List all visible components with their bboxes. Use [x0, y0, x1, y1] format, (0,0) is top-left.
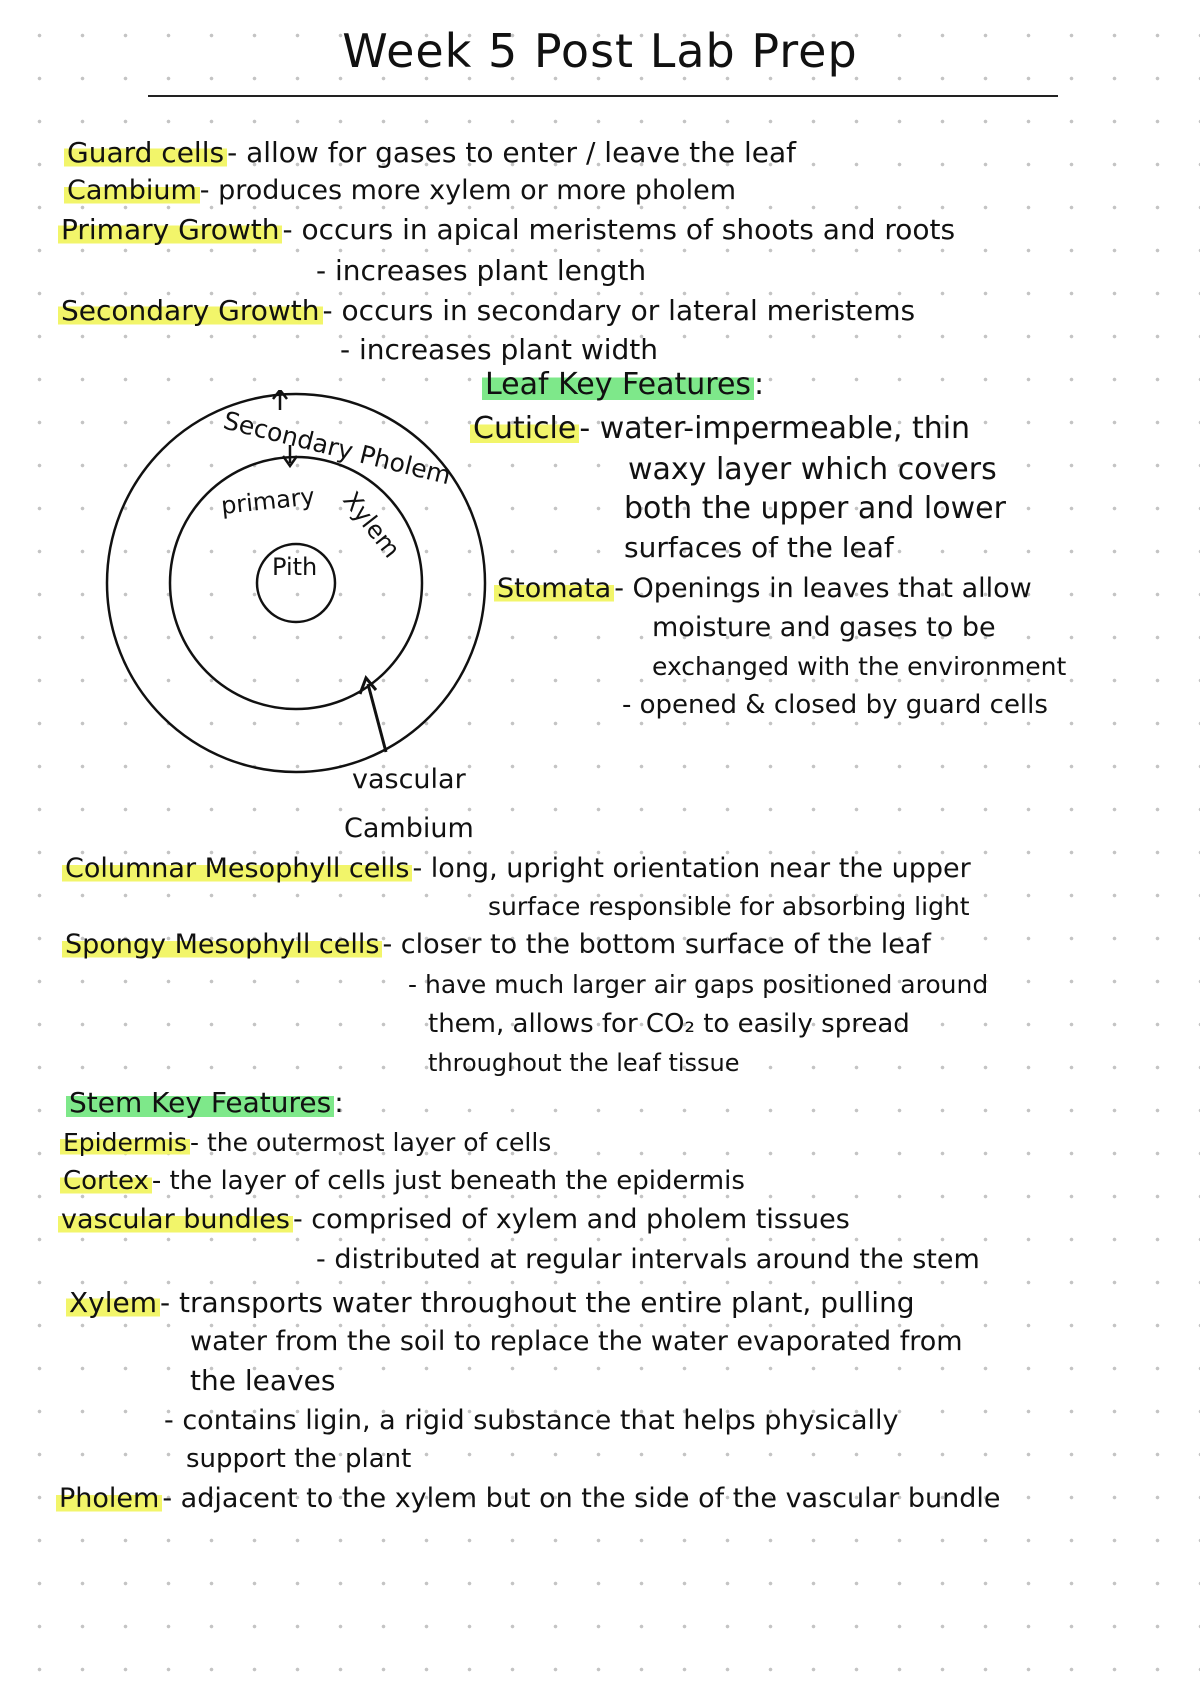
vascular-bundles-def-2: - distributed at regular intervals around the stem — [316, 1244, 980, 1275]
spongy-mesophyll-def-2: - have much larger air gaps positioned around — [408, 970, 989, 999]
primary-growth-term: Primary Growth — [58, 213, 282, 246]
epidermis-line — [60, 1126, 551, 1160]
cambium-line — [64, 174, 736, 208]
stem-cross-section-diagram — [100, 390, 570, 910]
guard-cells-def: - allow for gases to enter / leave the leaf — [227, 136, 797, 169]
primary-growth-line — [58, 213, 955, 247]
stomata-def-2: moisture and gases to be — [652, 612, 996, 643]
spongy-mesophyll-def-4: throughout the leaf tissue — [428, 1049, 740, 1077]
spongy-mesophyll-line — [62, 928, 931, 962]
xylem-label: Xylem — [337, 486, 406, 564]
cuticle-def-2: waxy layer which covers — [628, 452, 997, 487]
columnar-mesophyll-def-2: surface responsible for absorbing light — [488, 892, 970, 921]
pholem-term: Pholem — [56, 1483, 162, 1514]
stem-diagram-svg — [100, 390, 570, 910]
xylem-def-1: - transports water throughout the entire plant, pulling — [160, 1286, 915, 1319]
stem-heading-colon: : — [334, 1086, 344, 1119]
vascular-bundles-line — [58, 1203, 850, 1237]
cortex-line — [60, 1164, 745, 1198]
stomata-line — [494, 572, 1032, 606]
stomata-term: Stomata — [494, 573, 614, 604]
pholem-line — [56, 1482, 1000, 1516]
columnar-mesophyll-term: Columnar Mesophyll cells — [62, 853, 412, 884]
secondary-growth-def-1: - occurs in secondary or lateral meristems — [322, 294, 916, 327]
spongy-mesophyll-term: Spongy Mesophyll cells — [62, 929, 382, 960]
xylem-line — [66, 1286, 915, 1320]
pholem-def: - adjacent to the xylem but on the side of the vascular bundle — [162, 1483, 1001, 1514]
xylem-def-3: the leaves — [190, 1364, 336, 1397]
cambium-pointer-arrow — [368, 684, 386, 752]
spongy-mesophyll-def-3: them, allows for CO₂ to easily spread — [428, 1009, 910, 1039]
xylem-def-2: water from the soil to replace the water evaporated from — [190, 1326, 963, 1357]
xylem-def-4: - contains ligin, a rigid substance that helps physically — [164, 1405, 899, 1436]
cuticle-def-3: both the upper and lower — [624, 491, 1006, 526]
leaf-heading-line — [482, 368, 764, 402]
spongy-mesophyll-def-1: - closer to the bottom surface of the leaf — [382, 929, 931, 960]
guard-cells-line — [64, 136, 796, 170]
cuticle-def-1: - water-impermeable, thin — [579, 411, 971, 446]
primary-growth-def-1: - occurs in apical meristems of shoots and roots — [282, 213, 956, 246]
cortex-term: Cortex — [60, 1166, 152, 1196]
cuticle-term: Cuticle — [470, 411, 579, 446]
stomata-def-4: - opened & closed by guard cells — [622, 690, 1048, 720]
secondary-growth-line — [58, 294, 915, 328]
secondary-growth-term: Secondary Growth — [58, 294, 323, 327]
title-underline — [148, 95, 1058, 97]
cuticle-def-4: surfaces of the leaf — [624, 531, 894, 564]
columnar-mesophyll-def-1: - long, upright orientation near the upper — [412, 853, 971, 884]
columnar-mesophyll-line — [62, 852, 971, 886]
primary-label: primary — [219, 482, 317, 520]
stem-heading-line — [66, 1086, 344, 1120]
cambium-term: Cambium — [64, 175, 200, 206]
stomata-def-1: - Openings in leaves that allow — [614, 573, 1032, 604]
primary-growth-def-2: - increases plant length — [316, 254, 647, 287]
secondary-pholem-label: Secondary Pholem — [220, 405, 454, 491]
vascular-label: vascular — [352, 764, 466, 795]
pith-label: Pith — [272, 553, 318, 581]
xylem-term: Xylem — [66, 1286, 160, 1319]
leaf-heading-colon: : — [754, 367, 765, 402]
stomata-def-3: exchanged with the environment — [652, 652, 1067, 681]
cuticle-line — [470, 412, 970, 446]
xylem-def-5: support the plant — [186, 1444, 412, 1474]
vascular-bundles-term: vascular bundles — [58, 1204, 293, 1235]
leaf-key-features-heading: Leaf Key Features — [482, 367, 754, 402]
epidermis-term: Epidermis — [60, 1128, 190, 1157]
vascular-bundles-def-1: - comprised of xylem and pholem tissues — [292, 1204, 850, 1235]
stem-key-features-heading: Stem Key Features — [66, 1086, 334, 1119]
page-title: Week 5 Post Lab Prep — [342, 24, 858, 78]
cambium-def: - produces more xylem or more pholem — [199, 175, 736, 206]
cambium-label: Cambium — [344, 813, 474, 844]
epidermis-def: - the outermost layer of cells — [190, 1128, 552, 1157]
cortex-def: - the layer of cells just beneath the epidermis — [151, 1166, 745, 1196]
guard-cells-term: Guard cells — [64, 136, 227, 169]
secondary-growth-def-2: - increases plant width — [340, 333, 659, 366]
